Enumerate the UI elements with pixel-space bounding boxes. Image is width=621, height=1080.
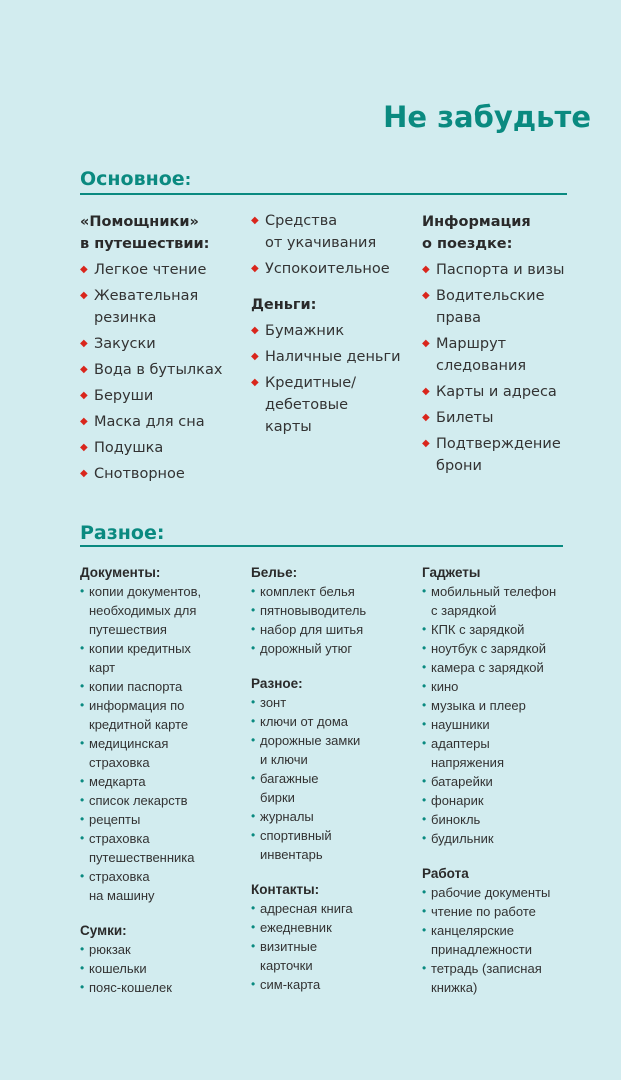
red-diamond-bullet-icon: ◆ bbox=[80, 264, 88, 275]
teal-dot-bullet-icon: • bbox=[422, 923, 427, 937]
list-item-text: резинка bbox=[94, 310, 157, 326]
list-item bbox=[422, 407, 587, 429]
trip-info-list bbox=[422, 259, 587, 477]
comfort-list bbox=[251, 210, 416, 280]
red-diamond-bullet-icon: ◆ bbox=[80, 338, 88, 349]
teal-dot-bullet-icon: • bbox=[80, 980, 85, 994]
list-item bbox=[251, 320, 416, 342]
list-item-text: книжка) bbox=[431, 980, 478, 995]
list-item-text: копии паспорта bbox=[89, 679, 183, 694]
teal-dot-bullet-icon: • bbox=[422, 812, 427, 826]
list-item-text: Легкое чтение bbox=[94, 262, 207, 278]
list-item-text: медкарта bbox=[89, 774, 146, 789]
teal-dot-bullet-icon: • bbox=[422, 717, 427, 731]
red-diamond-bullet-icon: ◆ bbox=[251, 377, 259, 388]
list-item bbox=[422, 285, 587, 329]
teal-dot-bullet-icon: • bbox=[251, 695, 256, 709]
list-item bbox=[80, 791, 245, 810]
list-item bbox=[251, 210, 416, 254]
list-item-text: страховка bbox=[89, 755, 150, 770]
list-item bbox=[251, 826, 416, 864]
group-heading: Контакты: bbox=[251, 882, 320, 897]
red-diamond-bullet-icon: ◆ bbox=[251, 215, 259, 226]
trip-info-heading-line1: Информация bbox=[422, 214, 531, 230]
list-item bbox=[422, 715, 587, 734]
list-item-text: Водительские bbox=[436, 288, 545, 304]
red-diamond-bullet-icon: ◆ bbox=[80, 364, 88, 375]
section-rule-main bbox=[80, 193, 567, 195]
list-item bbox=[80, 867, 245, 905]
main-column-helpers bbox=[80, 211, 240, 499]
list-item-text: путешественника bbox=[89, 850, 195, 865]
teal-dot-bullet-icon: • bbox=[422, 885, 427, 899]
teal-dot-bullet-icon: • bbox=[80, 942, 85, 956]
list-item-text: путешествия bbox=[89, 622, 167, 637]
list-item bbox=[422, 433, 587, 477]
red-diamond-bullet-icon: ◆ bbox=[80, 390, 88, 401]
list-item bbox=[80, 385, 240, 407]
teal-dot-bullet-icon: • bbox=[422, 584, 427, 598]
list-item-text: бирки bbox=[260, 790, 295, 805]
teal-dot-bullet-icon: • bbox=[80, 831, 85, 845]
list-item-text: Наличные деньги bbox=[265, 349, 401, 365]
list-item-text: комплект белья bbox=[260, 584, 355, 599]
list-item bbox=[80, 437, 240, 459]
list-item bbox=[251, 769, 416, 807]
list-item-text: напряжения bbox=[431, 755, 504, 770]
list-item bbox=[422, 921, 587, 959]
list-item-text: страховка bbox=[89, 831, 150, 846]
teal-dot-bullet-icon: • bbox=[422, 831, 427, 845]
group-heading: Гаджеты bbox=[422, 565, 481, 580]
red-diamond-bullet-icon: ◆ bbox=[80, 416, 88, 427]
section-heading-main-colon: : bbox=[184, 170, 192, 189]
money-list bbox=[251, 320, 416, 438]
list-item bbox=[422, 810, 587, 829]
list-item-text: следования bbox=[436, 358, 527, 374]
list-item bbox=[251, 731, 416, 769]
list-item-text: кредитной карте bbox=[89, 717, 189, 732]
list-item-text: карт bbox=[89, 660, 116, 675]
group-list bbox=[422, 582, 587, 848]
teal-dot-bullet-icon: • bbox=[422, 622, 427, 636]
list-item bbox=[80, 940, 245, 959]
teal-dot-bullet-icon: • bbox=[422, 679, 427, 693]
list-item-text: Кредитные/ bbox=[265, 375, 357, 391]
teal-dot-bullet-icon: • bbox=[80, 679, 85, 693]
list-item bbox=[80, 582, 245, 639]
list-item bbox=[80, 829, 245, 867]
section-heading-misc: Разное: bbox=[80, 522, 165, 544]
teal-dot-bullet-icon: • bbox=[80, 641, 85, 655]
list-item bbox=[80, 959, 245, 978]
teal-dot-bullet-icon: • bbox=[422, 698, 427, 712]
list-item-text: Вода в бутылках bbox=[94, 362, 223, 378]
teal-dot-bullet-icon: • bbox=[251, 733, 256, 747]
list-item-text: необходимых для bbox=[89, 603, 197, 618]
teal-dot-bullet-icon: • bbox=[251, 622, 256, 636]
list-item bbox=[422, 883, 587, 902]
list-item-text: фонарик bbox=[431, 793, 484, 808]
list-item-text: Маршрут bbox=[436, 336, 507, 352]
list-item-text: ноутбук с зарядкой bbox=[431, 641, 547, 656]
list-item-text: камера с зарядкой bbox=[431, 660, 544, 675]
teal-dot-bullet-icon: • bbox=[422, 904, 427, 918]
list-item bbox=[80, 696, 245, 734]
list-item-text: КПК с зарядкой bbox=[431, 622, 525, 637]
list-item-text: зонт bbox=[260, 695, 287, 710]
teal-dot-bullet-icon: • bbox=[422, 736, 427, 750]
list-item bbox=[80, 639, 245, 677]
list-item bbox=[80, 810, 245, 829]
list-item bbox=[422, 658, 587, 677]
list-item-text: музыка и плеер bbox=[431, 698, 526, 713]
group-list bbox=[251, 693, 416, 864]
list-item bbox=[251, 693, 416, 712]
list-item-text: спортивный bbox=[260, 828, 332, 843]
list-item bbox=[80, 772, 245, 791]
list-item-text: адаптеры bbox=[431, 736, 490, 751]
list-item bbox=[422, 829, 587, 848]
list-item bbox=[422, 959, 587, 997]
list-item-text: карты bbox=[265, 419, 312, 435]
list-item-text: Беруши bbox=[94, 388, 154, 404]
list-item-text: визитные bbox=[260, 939, 318, 954]
list-item bbox=[80, 978, 245, 997]
group-heading: Документы: bbox=[80, 565, 161, 580]
list-item-text: тетрадь (записная bbox=[431, 961, 542, 976]
list-item bbox=[251, 918, 416, 937]
list-item-text: чтение по работе bbox=[431, 904, 536, 919]
list-item-text: права bbox=[436, 310, 482, 326]
red-diamond-bullet-icon: ◆ bbox=[251, 325, 259, 336]
list-item bbox=[251, 712, 416, 731]
group-heading: Разное: bbox=[251, 676, 303, 691]
list-item-text: будильник bbox=[431, 831, 494, 846]
list-item bbox=[80, 677, 245, 696]
list-item-text: информация по bbox=[89, 698, 185, 713]
page-title: Не забудьте bbox=[383, 100, 591, 134]
list-item bbox=[422, 259, 587, 281]
group-heading: Белье: bbox=[251, 565, 298, 580]
list-item-text: кино bbox=[431, 679, 459, 694]
list-item-text: кошельки bbox=[89, 961, 147, 976]
list-item-text: Бумажник bbox=[265, 323, 345, 339]
red-diamond-bullet-icon: ◆ bbox=[422, 338, 430, 349]
list-item-text: рабочие документы bbox=[431, 885, 551, 900]
list-item-text: брони bbox=[436, 458, 482, 474]
red-diamond-bullet-icon: ◆ bbox=[422, 264, 430, 275]
group-list bbox=[80, 582, 245, 905]
list-item bbox=[422, 791, 587, 810]
teal-dot-bullet-icon: • bbox=[251, 920, 256, 934]
list-item-text: на машину bbox=[89, 888, 155, 903]
teal-dot-bullet-icon: • bbox=[251, 714, 256, 728]
teal-dot-bullet-icon: • bbox=[422, 660, 427, 674]
helpers-heading-line1: «Помощники» bbox=[80, 214, 199, 230]
teal-dot-bullet-icon: • bbox=[422, 961, 427, 975]
teal-dot-bullet-icon: • bbox=[80, 584, 85, 598]
list-item bbox=[251, 601, 416, 620]
teal-dot-bullet-icon: • bbox=[422, 774, 427, 788]
list-item bbox=[251, 807, 416, 826]
misc-column-3 bbox=[422, 563, 587, 1013]
red-diamond-bullet-icon: ◆ bbox=[422, 290, 430, 301]
list-item-text: Подтверждение bbox=[436, 436, 561, 452]
teal-dot-bullet-icon: • bbox=[80, 961, 85, 975]
list-item-text: Снотворное bbox=[94, 466, 185, 482]
list-item bbox=[251, 258, 416, 280]
list-item-text: Билеты bbox=[436, 410, 494, 426]
list-item-text: медицинская bbox=[89, 736, 169, 751]
list-item bbox=[422, 620, 587, 639]
list-item-text: страховка bbox=[89, 869, 150, 884]
red-diamond-bullet-icon: ◆ bbox=[422, 412, 430, 423]
teal-dot-bullet-icon: • bbox=[80, 812, 85, 826]
list-item bbox=[80, 411, 240, 433]
teal-dot-bullet-icon: • bbox=[251, 901, 256, 915]
teal-dot-bullet-icon: • bbox=[251, 977, 256, 991]
group-list bbox=[422, 883, 587, 997]
list-item bbox=[422, 902, 587, 921]
section-heading-main-text: Основное bbox=[80, 168, 185, 190]
list-item-text: Подушка bbox=[94, 440, 164, 456]
list-item-text: бинокль bbox=[431, 812, 481, 827]
list-item bbox=[422, 677, 587, 696]
list-item bbox=[422, 639, 587, 658]
list-item-text: Закуски bbox=[94, 336, 156, 352]
section-rule-misc bbox=[80, 545, 563, 547]
list-item-text: Средства bbox=[265, 213, 338, 229]
list-item-text: принадлежности bbox=[431, 942, 533, 957]
list-item-text: с зарядкой bbox=[431, 603, 497, 618]
list-item-text: копии документов, bbox=[89, 584, 202, 599]
list-item-text: Паспорта и визы bbox=[436, 262, 565, 278]
list-item bbox=[80, 285, 240, 329]
list-item-text: мобильный телефон bbox=[431, 584, 557, 599]
list-item-text: ключи от дома bbox=[260, 714, 349, 729]
group-list bbox=[251, 582, 416, 658]
red-diamond-bullet-icon: ◆ bbox=[251, 351, 259, 362]
group-list bbox=[251, 899, 416, 994]
trip-info-heading bbox=[422, 211, 587, 255]
misc-column-2 bbox=[251, 563, 416, 1010]
list-item-text: Карты и адреса bbox=[436, 384, 557, 400]
list-item bbox=[422, 696, 587, 715]
red-diamond-bullet-icon: ◆ bbox=[80, 468, 88, 479]
list-item bbox=[251, 975, 416, 994]
teal-dot-bullet-icon: • bbox=[251, 809, 256, 823]
helpers-list bbox=[80, 259, 240, 485]
teal-dot-bullet-icon: • bbox=[251, 828, 256, 842]
list-item-text: пятновыводитель bbox=[260, 603, 367, 618]
section-heading-main bbox=[80, 168, 191, 190]
list-item bbox=[80, 463, 240, 485]
teal-dot-bullet-icon: • bbox=[422, 641, 427, 655]
list-item bbox=[422, 333, 587, 377]
list-item bbox=[251, 937, 416, 975]
misc-column-1 bbox=[80, 563, 245, 1013]
teal-dot-bullet-icon: • bbox=[80, 774, 85, 788]
list-item-text: рецепты bbox=[89, 812, 141, 827]
list-item bbox=[251, 620, 416, 639]
group-heading: Работа bbox=[422, 866, 469, 881]
red-diamond-bullet-icon: ◆ bbox=[422, 386, 430, 397]
list-item-text: рюкзак bbox=[89, 942, 131, 957]
list-item-text: ежедневник bbox=[260, 920, 332, 935]
list-item-text: дорожный утюг bbox=[260, 641, 353, 656]
red-diamond-bullet-icon: ◆ bbox=[80, 290, 88, 301]
teal-dot-bullet-icon: • bbox=[251, 641, 256, 655]
red-diamond-bullet-icon: ◆ bbox=[251, 263, 259, 274]
trip-info-heading-line2: о поездке: bbox=[422, 236, 513, 252]
list-item-text: адресная книга bbox=[260, 901, 353, 916]
list-item-text: пояс-кошелек bbox=[89, 980, 172, 995]
teal-dot-bullet-icon: • bbox=[251, 584, 256, 598]
group-heading: Сумки: bbox=[80, 923, 127, 938]
list-item-text: батарейки bbox=[431, 774, 493, 789]
list-item-text: набор для шитья bbox=[260, 622, 364, 637]
list-item-text: от укачивания bbox=[265, 235, 377, 251]
list-item-text: дорожные замки bbox=[260, 733, 361, 748]
teal-dot-bullet-icon: • bbox=[80, 736, 85, 750]
group-list bbox=[80, 940, 245, 997]
list-item bbox=[251, 639, 416, 658]
money-heading: Деньги: bbox=[251, 297, 317, 313]
list-item bbox=[80, 333, 240, 355]
list-item-text: Жевательная bbox=[94, 288, 199, 304]
list-item bbox=[251, 346, 416, 368]
list-item bbox=[422, 582, 587, 620]
teal-dot-bullet-icon: • bbox=[422, 793, 427, 807]
main-column-trip-info bbox=[422, 211, 587, 491]
teal-dot-bullet-icon: • bbox=[251, 771, 256, 785]
list-item-text: канцелярские bbox=[431, 923, 515, 938]
list-item bbox=[80, 734, 245, 772]
teal-dot-bullet-icon: • bbox=[251, 603, 256, 617]
list-item-text: инвентарь bbox=[260, 847, 323, 862]
list-item bbox=[422, 381, 587, 403]
list-item bbox=[80, 259, 240, 281]
list-item-text: багажные bbox=[260, 771, 319, 786]
list-item-text: список лекарств bbox=[89, 793, 188, 808]
list-item-text: Маска для сна bbox=[94, 414, 205, 430]
list-item-text: наушники bbox=[431, 717, 490, 732]
helpers-heading bbox=[80, 211, 240, 255]
list-item bbox=[251, 582, 416, 601]
list-item bbox=[80, 359, 240, 381]
list-item-text: сим-карта bbox=[260, 977, 321, 992]
teal-dot-bullet-icon: • bbox=[80, 793, 85, 807]
red-diamond-bullet-icon: ◆ bbox=[80, 442, 88, 453]
red-diamond-bullet-icon: ◆ bbox=[422, 438, 430, 449]
list-item-text: и ключи bbox=[260, 752, 308, 767]
list-item bbox=[251, 372, 416, 438]
teal-dot-bullet-icon: • bbox=[251, 939, 256, 953]
list-item-text: копии кредитных bbox=[89, 641, 191, 656]
list-item bbox=[422, 772, 587, 791]
list-item bbox=[422, 734, 587, 772]
list-item-text: карточки bbox=[260, 958, 313, 973]
main-column-middle bbox=[251, 210, 416, 452]
helpers-heading-line2: в путешествии: bbox=[80, 236, 210, 252]
list-item-text: Успокоительное bbox=[265, 261, 390, 277]
list-item bbox=[251, 899, 416, 918]
list-item-text: журналы bbox=[260, 809, 314, 824]
teal-dot-bullet-icon: • bbox=[80, 698, 85, 712]
teal-dot-bullet-icon: • bbox=[80, 869, 85, 883]
list-item-text: дебетовые bbox=[265, 397, 349, 413]
